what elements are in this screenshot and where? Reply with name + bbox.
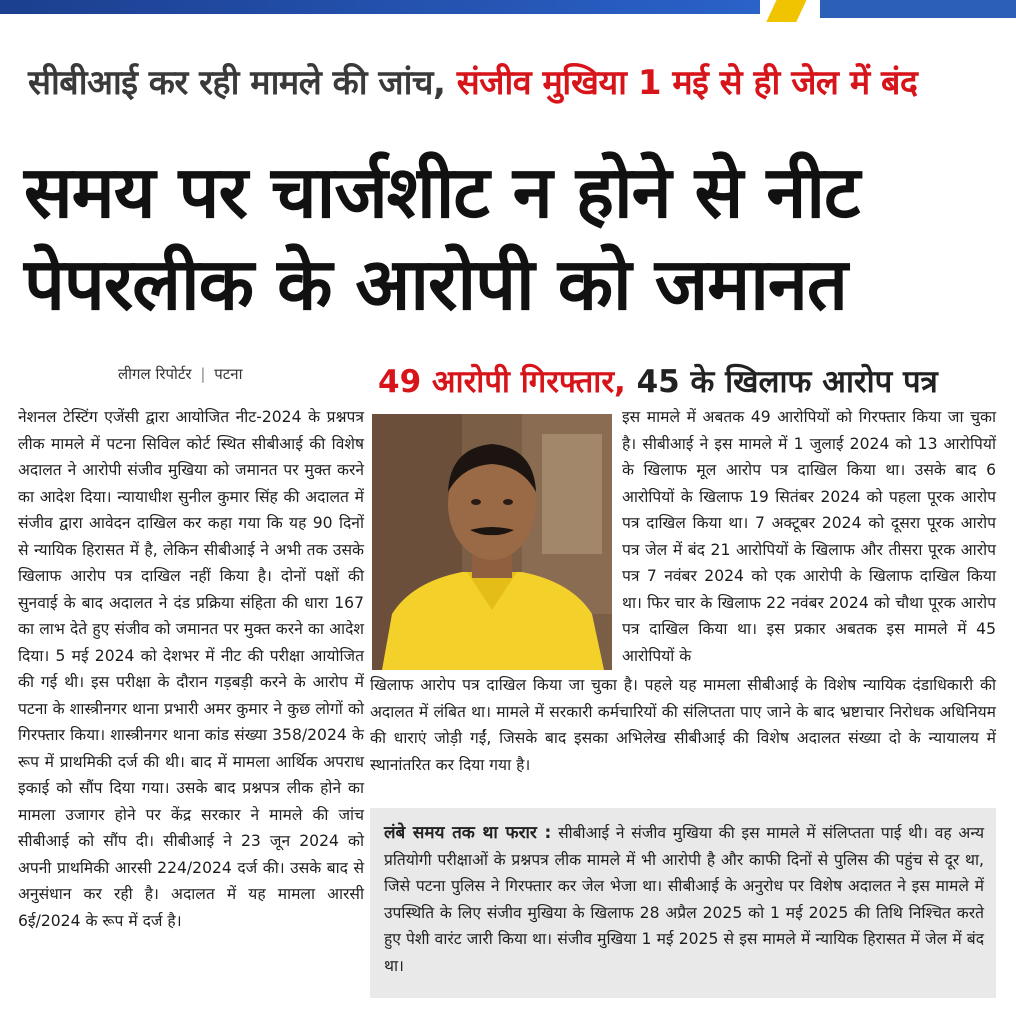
banner-band-right <box>820 0 1016 18</box>
person-photo-icon <box>372 414 612 670</box>
subhead-red: 49 आरोपी गिरफ्तार, <box>378 364 626 400</box>
kicker-part-2: संजीव मुखिया 1 मई से ही जेल में बंद <box>456 63 918 103</box>
subhead-dark: 45 के खिलाफ आरोप पत्र <box>636 364 938 400</box>
byline-location: पटना <box>214 365 243 383</box>
headline <box>24 146 1004 330</box>
sidebar-box <box>370 808 996 998</box>
top-banner-strip <box>0 0 1016 22</box>
banner-band <box>0 0 760 14</box>
headline-line-2: पेपरलीक के आरोपी को जमानत <box>24 242 847 326</box>
banner-accent-slash <box>761 0 810 22</box>
sidebar-box-title: लंबे समय तक था फरार : <box>384 823 552 843</box>
kicker-part-1: सीबीआई कर रही मामले की जांच, <box>28 63 446 103</box>
byline <box>118 364 242 384</box>
article-right-column-top: इस मामले में अबतक 49 आरोपियों को गिरफ्तार किया जा चुका है। सीबीआई ने इस मामले में 1 जुलाई 2024 को 13 आरोपियों के खिलाफ मूल आरोप पत्र दाखिल किया था। उसके बाद 6 आरोपियों के खिलाफ 19 सितंबर 2024 को पहला पूरक आरोप पत्र दाखिल किया था। 7 अक्टूबर 2024 को दूसरा पूरक आरोप पत्र जेल में बंद 21 आरोपियों के खिलाफ और तीसरा पूरक आरोप पत्र 7 नवंबर 2024 को एक आरोपी के खिलाफ दाखिल किया था। फिर चार के खिलाफ 22 नवंबर 2024 को चौथा पूरक आरोप पत्र दाखिल किया था। इस प्रकार अबतक इस मामले में 45 आरोपियों के <box>622 408 996 665</box>
sidebar-box-text: सीबीआई ने संजीव मुखिया की इस मामले में संलिप्तता पाई थी। वह अन्य प्रतियोगी परीक्षाओं के प्रश्नपत्र लीक मामले में भी आरोपी है और काफी दिनों से पुलिस की पहुंच से दूर था, जिसे पटना पुलिस ने गिरफ्तार कर जेल भेजा था। सीबीआई के अनुरोध पर विशेष अदालत ने इस मामले में उपस्थिति के लिए संजीव मुखिया के खिलाफ 28 अप्रैल 2025 को 1 मई 2025 की तिथि निश्चित करते हुए पेशी वारंट जारी किया था। संजीव मुखिया 1 मई 2025 से इस मामले में न्यायिक हिरासत में जेल में बंद था। <box>384 824 984 975</box>
byline-reporter: लीगल रिपोर्टर <box>118 365 192 383</box>
byline-separator: | <box>200 365 206 383</box>
article-left-column: नेशनल टेस्टिंग एजेंसी द्वारा आयोजित नीट-2024 के प्रश्नपत्र लीक मामले में पटना सिविल कोर्ट स्थित सीबीआई की विशेष अदालत ने आरोपी संजीव मुखिया को जमानत पर मुक्त करने का आदेश दिया। न्यायाधीश सुनील कुमार सिंह की अदालत में संजीव द्वारा आवेदन दाखिल कर कहा गया कि यह 90 दिनों से न्यायिक हिरासत में है, लेकिन सीबीआई ने अभी तक उसके खिलाफ आरोप पत्र दाखिल नहीं किया है। दोनों पक्षों की सुनवाई के बाद अदालत ने दंड प्रक्रिया संहिता की धारा 167 का लाभ देते हुए संजीव को जमानत पर मुक्त करने का आदेश दिया। 5 मई 2024 को देशभर में नीट की परीक्षा आयोजित की गई थी। इस परीक्षा के दौरान गड़बड़ी करने के आरोप में पटना के शास्त्रीनगर थाना प्रभारी अमर कुमार ने कुछ लोगों को गिरफ्तार किया। शास्त्रीनगर थाना कांड संख्या 358/2024 के रूप में प्राथमिकी दर्ज की थी। बाद में मामला आर्थिक अपराध इकाई को सौंप दिया गया। उसके बाद प्रश्नपत्र लीक होने का मामला उजागर होने पर केंद्र सरकार ने मामले की जांच सीबीआई को सौंप दी। सीबीआई ने 23 जून 2024 को अपनी प्राथमिकी आरसी 224/2024 दर्ज की। उसके बाद से अनुसंधान कर रही है। अदालत में यह मामला आरसी 6ई/2024 के रूप में दर्ज है। <box>18 408 364 930</box>
newspaper-clipping <box>10 24 1006 1014</box>
headline-line-1: समय पर चार्जशीट न होने से नीट <box>24 150 860 234</box>
article-right-column-bottom: खिलाफ आरोप पत्र दाखिल किया जा चुका है। पहले यह मामला सीबीआई के विशेष न्यायिक दंडाधिकारी की अदालत में लंबित था। मामले में सरकारी कर्मचारियों की संलिप्तता पाए जाने के बाद भ्रष्टाचार निरोधक अधिनियम की धाराएं जोड़ी गईं, जिसके बाद इसका अभिलेख सीबीआई की विशेष अदालत संख्या दो के न्यायालय में स्थानांतरित कर दिया गया है। <box>370 676 996 774</box>
subheadline <box>378 360 998 402</box>
kicker-line <box>28 58 998 104</box>
